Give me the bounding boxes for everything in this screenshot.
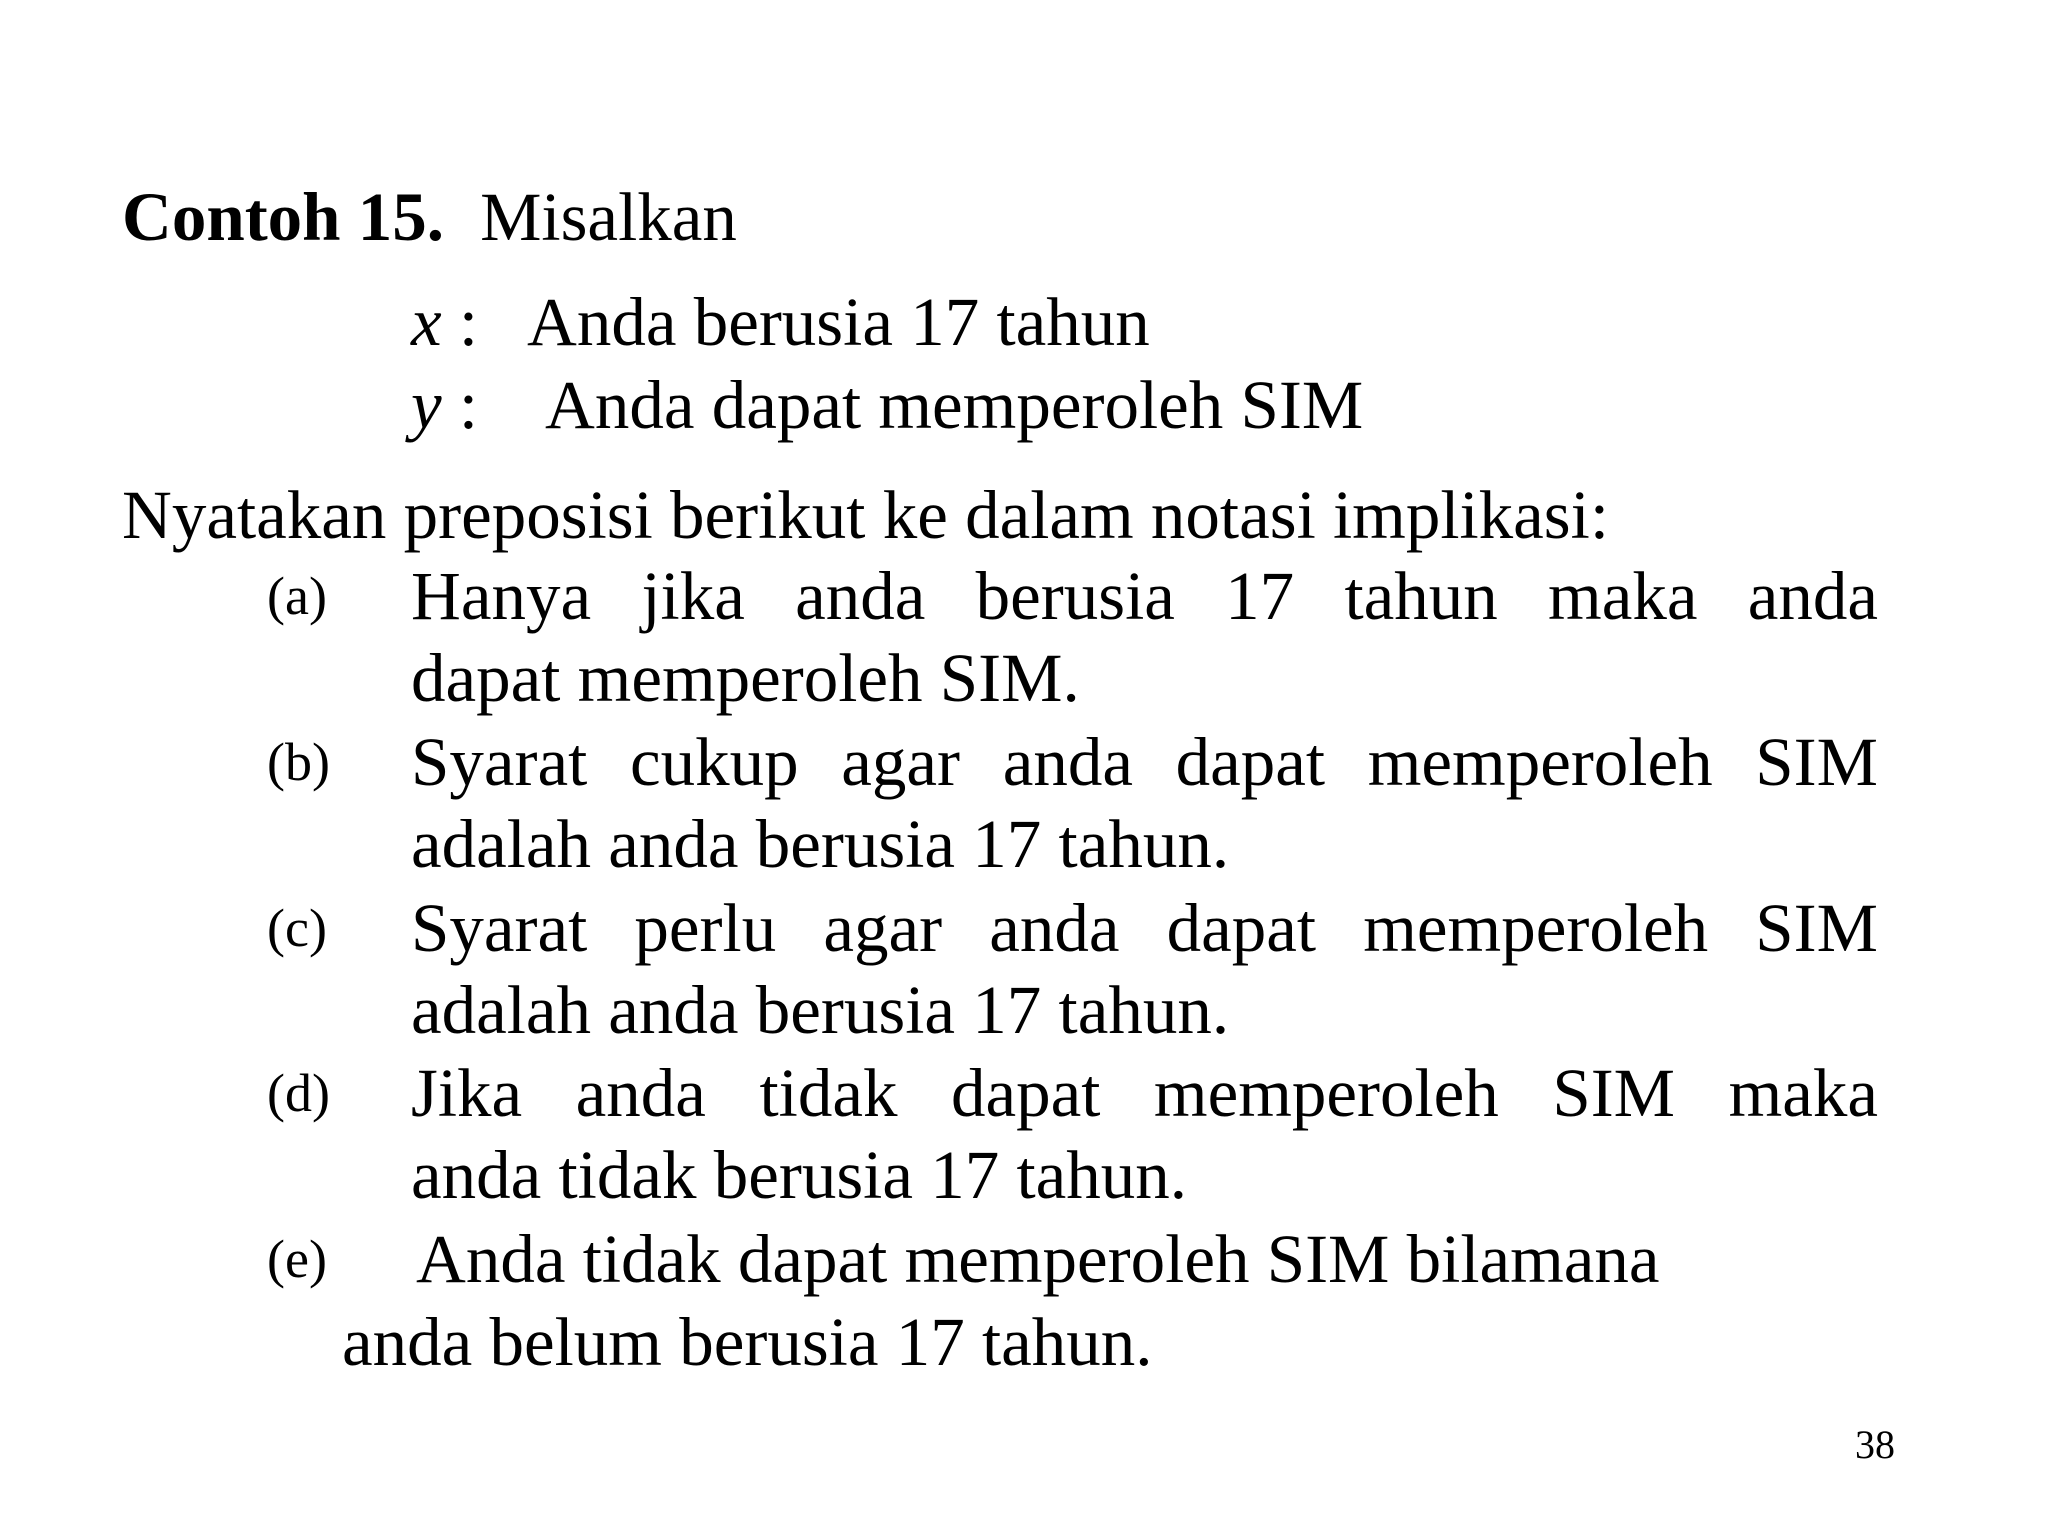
item-a-label: (a) xyxy=(267,566,327,626)
item-b-line-2: adalah anda berusia 17 tahun. xyxy=(411,806,1230,882)
variable-x-separator: : xyxy=(441,284,479,360)
variable-y-separator: : xyxy=(441,367,479,443)
variable-y-line xyxy=(411,364,1364,446)
item-d-text xyxy=(411,1052,1878,1216)
page-number: 38 xyxy=(1855,1422,1895,1467)
item-d-line-1: Jika anda tidak dapat memperoleh SIM maka xyxy=(411,1055,1878,1131)
item-c-text xyxy=(411,887,1878,1051)
item-b-text xyxy=(411,721,1878,885)
example-heading-rest: Misalkan xyxy=(480,179,737,255)
item-b-label: (b) xyxy=(267,732,330,792)
item-a-line-2: dapat memperoleh SIM. xyxy=(411,640,1080,716)
item-a-line-1: Hanya jika anda berusia 17 tahun maka anda xyxy=(411,558,1878,634)
variable-x-line xyxy=(411,281,1150,363)
item-c-label: (c) xyxy=(267,898,327,958)
item-d-label: (d) xyxy=(267,1063,330,1123)
item-b-line-1: Syarat cukup agar anda dapat memperoleh SIM xyxy=(411,724,1878,800)
item-a-text xyxy=(411,555,1878,719)
variable-x-symbol: x xyxy=(411,284,442,360)
item-c-line-2: adalah anda berusia 17 tahun. xyxy=(411,972,1230,1048)
item-e-line-1: Anda tidak dapat memperoleh SIM bilamana xyxy=(416,1221,1660,1297)
item-e-label: (e) xyxy=(267,1229,327,1289)
item-e-line-2: anda belum berusia 17 tahun. xyxy=(342,1304,1153,1380)
instruction-text: Nyatakan preposisi berikut ke dalam notasi implikasi: xyxy=(122,477,1610,553)
variable-y-description: Anda dapat memperoleh SIM xyxy=(545,367,1364,443)
variable-y-symbol: y xyxy=(411,367,442,443)
item-d-line-2: anda tidak berusia 17 tahun. xyxy=(411,1137,1188,1213)
example-heading xyxy=(122,176,737,258)
example-heading-label: Contoh 15. xyxy=(122,179,445,255)
item-c-line-1: Syarat perlu agar anda dapat memperoleh SIM xyxy=(411,890,1878,966)
variable-x-description: Anda berusia 17 tahun xyxy=(527,284,1150,360)
